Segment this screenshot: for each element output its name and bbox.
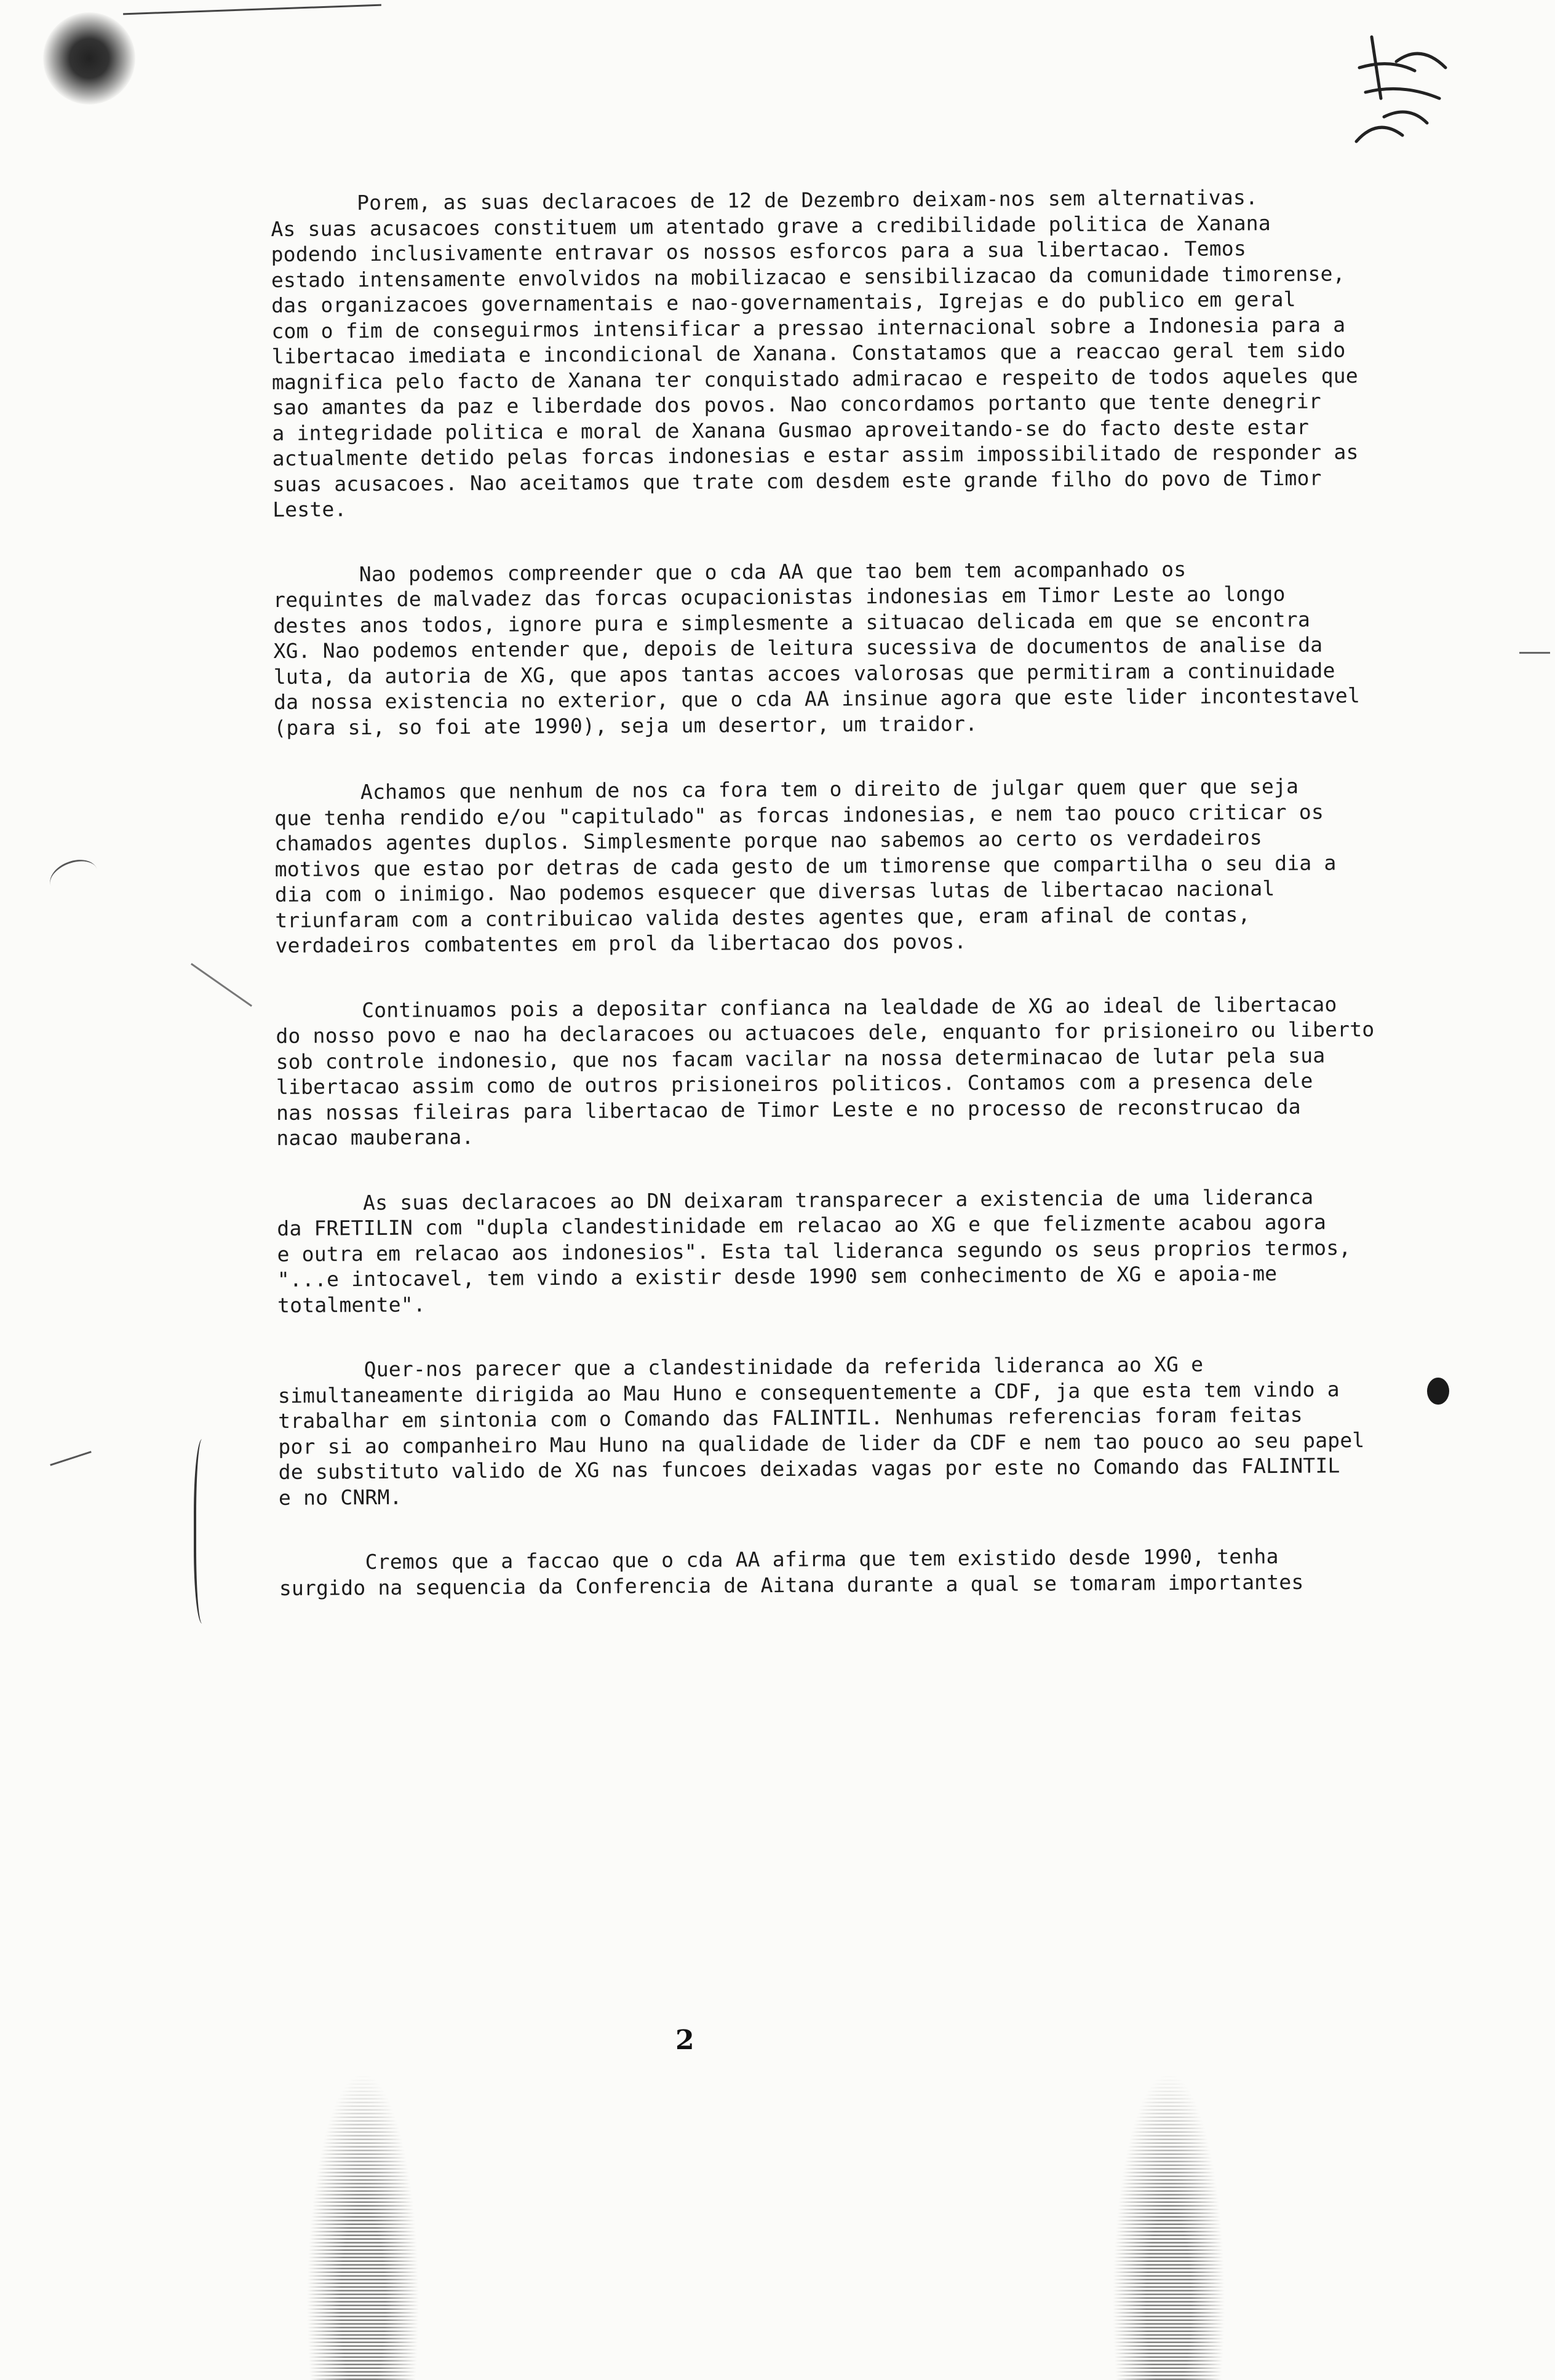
text-line: (para si, so foi ate 1990), seja um desertor, um traidor. bbox=[274, 711, 978, 740]
ink-blot-top-left bbox=[43, 12, 135, 105]
paragraph bbox=[271, 184, 1423, 523]
text-line: surgido na sequencia da Conferencia de Aitana durante a qual se tomaram importantes bbox=[279, 1569, 1304, 1600]
text-line: nacao mauberana. bbox=[276, 1125, 474, 1150]
ink-blot-right bbox=[1427, 1378, 1449, 1405]
handwritten-initials-mark bbox=[1322, 25, 1464, 148]
text-line: nas nossas fileiras para libertacao de Timor Leste e no processo de reconstrucao da bbox=[276, 1094, 1301, 1125]
paragraph bbox=[273, 555, 1425, 740]
text-line: trabalhar em sintonia com o Comando das FALINTIL. Nenhumas referencias foram feitas bbox=[278, 1402, 1303, 1433]
text-line: luta, da autoria de XG, que apos tantas accoes valorosas que permitiram a continuidade bbox=[273, 657, 1335, 689]
text-line: Porem, as suas declaracoes de 12 de Dezembro deixam-nos sem alternativas. bbox=[357, 185, 1259, 215]
text-line: Cremos que a faccao que o cda AA afirma que tem existido desde 1990, tenha bbox=[365, 1544, 1279, 1574]
text-line: suas acusacoes. Nao aceitamos que trate com desdem este grande filho do povo de Timor bbox=[272, 466, 1322, 496]
paragraph-gap bbox=[272, 515, 1423, 561]
margin-dash-right bbox=[1519, 652, 1550, 654]
page-number: 2 bbox=[675, 2025, 694, 2056]
text-line: de substituto valido de XG nas funcoes deixadas vagas por este no Comando das FALINTIL bbox=[278, 1453, 1340, 1484]
paragraph bbox=[276, 991, 1426, 1151]
paragraph bbox=[274, 773, 1426, 959]
paragraph-gap bbox=[276, 951, 1426, 998]
letter-body bbox=[271, 184, 1430, 1601]
text-line: destes anos todos, ignore pura e simplesmente a situacao delicada em que se encontra bbox=[273, 607, 1311, 638]
text-line: da nossa existencia no exterior, que o cda AA insinue agora que este lider incontestavel bbox=[273, 683, 1361, 714]
text-line: da FRETILIN com "dupla clandestinidade em relacao ao XG e que felizmente acabou agora bbox=[277, 1210, 1327, 1240]
margin-mark-left-1 bbox=[45, 854, 102, 901]
text-line: magnifica pelo facto de Xanana ter conquistado admiracao e respeito de todos aqueles que bbox=[271, 363, 1358, 394]
text-line: e outra em relacao aos indonesios". Esta tal lideranca segundo os seus proprios termos, bbox=[277, 1235, 1351, 1266]
text-line: As suas declaracoes ao DN deixaram transparecer a existencia de uma lideranca bbox=[362, 1184, 1314, 1215]
text-line: "...e intocavel, tem vindo a existir desde 1990 sem conhecimento de XG e apoia-me bbox=[277, 1261, 1278, 1291]
text-line: dia com o inimigo. Nao podemos esquecer que diversas lutas de libertacao nacional bbox=[274, 876, 1275, 906]
text-line: Nao podemos compreender que o cda AA que tao bem tem acompanhado os bbox=[359, 557, 1187, 586]
text-line: totalmente". bbox=[277, 1291, 426, 1317]
text-line: verdadeiros combatentes em prol da libertacao dos povos. bbox=[275, 929, 967, 958]
text-line: motivos que estao por detras de cada gesto de um timorense que compartilha o seu dia a bbox=[274, 850, 1337, 881]
margin-mark-left-2 bbox=[191, 963, 252, 1007]
text-line: As suas acusacoes constituem um atentado grave a credibilidade politica de Xanana bbox=[271, 210, 1271, 241]
paragraph bbox=[277, 1183, 1428, 1318]
text-line: do nosso povo e nao ha declaracoes ou actuacoes dele, enquanto for prisioneiro ou liberto bbox=[276, 1017, 1375, 1048]
text-line: podendo inclusivamente entravar os nossos esforcos para a sua libertacao. Temos bbox=[271, 236, 1247, 266]
text-line: XG. Nao podemos entender que, depois de leitura sucessiva de documentos de analise da bbox=[273, 632, 1323, 663]
paragraph-gap bbox=[274, 734, 1424, 780]
text-line: actualmente detido pelas forcas indonesias e estar assim impossibilitado de responder as bbox=[272, 440, 1359, 470]
text-line: libertacao assim como de outros prisioneiros politicos. Contamos com a presenca dele bbox=[276, 1068, 1313, 1099]
text-line: Leste. bbox=[272, 497, 347, 522]
paragraph-gap bbox=[279, 1504, 1429, 1550]
text-line: libertacao imediata e incondicional de Xanana. Constatamos que a reaccao geral tem sido bbox=[271, 338, 1346, 368]
paragraph-gap bbox=[277, 1144, 1427, 1190]
text-line: Continuamos pois a depositar confianca na lealdade de XG ao ideal de libertacao bbox=[362, 991, 1337, 1022]
text-line: por si ao companheiro Mau Huno na qualidade de lider da CDF e nem tao pouco ao seu papel bbox=[278, 1427, 1365, 1459]
scan-noise-band-right bbox=[1101, 1870, 1236, 2380]
text-line: e no CNRM. bbox=[278, 1485, 402, 1510]
text-line: sob controle indonesio, que nos facam vacilar na nossa determinacao de lutar pela sua bbox=[276, 1043, 1326, 1074]
text-line: a integridade politica e moral de Xanana Gusmao aproveitando-se do facto deste estar bbox=[272, 415, 1310, 445]
text-line: chamados agentes duplos. Simplesmente porque nao sabemos ao certo os verdadeiros bbox=[274, 825, 1262, 855]
text-line: estado intensamente envolvidos na mobilizacao e sensibilizacao da comunidade timorense, bbox=[271, 261, 1345, 292]
paragraph bbox=[278, 1351, 1429, 1510]
text-line: sao amantes da paz e liberdade dos povos. Nao concordamos portanto que tente denegrir bbox=[272, 389, 1322, 419]
text-line: Achamos que nenhum de nos ca fora tem o direito de julgar quem quer que seja bbox=[360, 774, 1299, 804]
text-line: triunfaram com a contribuicao valida destes agentes que, eram afinal de contas, bbox=[275, 902, 1251, 932]
scan-noise-band-left bbox=[295, 1870, 431, 2380]
scan-line-top bbox=[123, 4, 381, 15]
text-line: Quer-nos parecer que a clandestinidade da referida lideranca ao XG e bbox=[364, 1352, 1204, 1382]
text-line: das organizacoes governamentais e nao-governamentais, Igrejas e do publico em geral bbox=[271, 287, 1296, 317]
margin-bracket-left bbox=[194, 1439, 215, 1624]
margin-tick-left bbox=[50, 1451, 92, 1466]
text-line: que tenha rendido e/ou "capitulado" as forcas indonesias, e nem tao pouco criticar os bbox=[274, 799, 1324, 830]
text-line: com o fim de conseguirmos intensificar a pressao internacional sobre a Indonesia para a bbox=[271, 312, 1346, 343]
paragraph bbox=[279, 1543, 1430, 1601]
text-line: simultaneamente dirigida ao Mau Huno e consequentemente a CDF, ja que esta tem vindo a bbox=[277, 1376, 1340, 1408]
text-line: requintes de malvadez das forcas ocupacionistas indonesias em Timor Leste ao longo bbox=[272, 581, 1286, 612]
paragraph-gap bbox=[277, 1311, 1428, 1357]
